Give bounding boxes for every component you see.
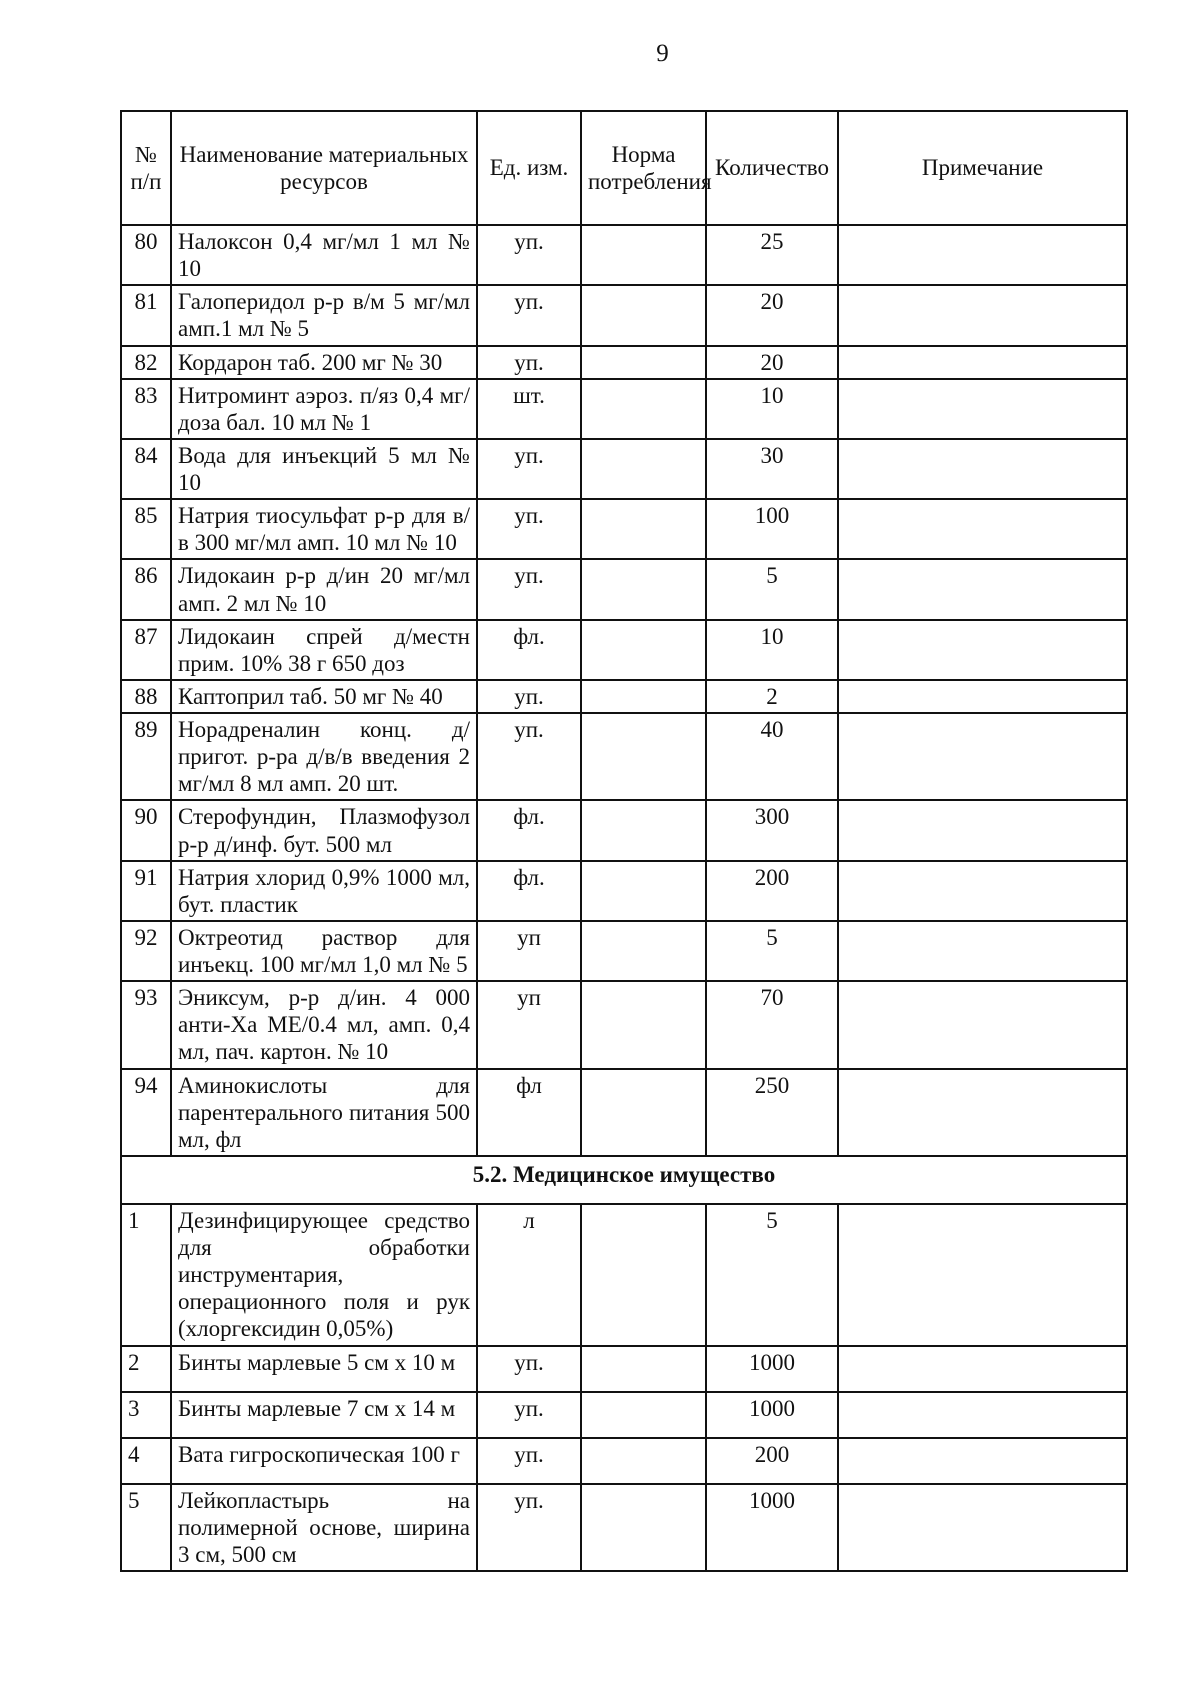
row-name: Эниксум, р-р д/ин. 4 000 анти-Ха МЕ/0.4 мл, амп. 0,4 мл, пач. картон. № 10 xyxy=(171,981,477,1068)
row-norm xyxy=(581,800,706,860)
row-number: 2 xyxy=(121,1346,171,1392)
row-unit: фл. xyxy=(477,861,581,921)
row-norm xyxy=(581,1204,706,1346)
row-norm xyxy=(581,680,706,713)
row-name: Вода для инъекций 5 мл № 10 xyxy=(171,439,477,499)
row-norm xyxy=(581,1346,706,1392)
row-norm xyxy=(581,1069,706,1156)
row-note xyxy=(838,1069,1127,1156)
row-norm xyxy=(581,285,706,345)
row-number: 83 xyxy=(121,379,171,439)
header-name: Наименование материальных ресурсов xyxy=(171,111,477,225)
table-row xyxy=(121,1438,1127,1484)
table-row xyxy=(121,680,1127,713)
row-note xyxy=(838,620,1127,680)
row-unit: уп. xyxy=(477,439,581,499)
row-name: Бинты марлевые 7 см х 14 м xyxy=(171,1392,477,1438)
row-unit: уп. xyxy=(477,559,581,619)
row-norm xyxy=(581,1392,706,1438)
row-name: Натрия тиосульфат р-р для в/в 300 мг/мл амп. 10 мл № 10 xyxy=(171,499,477,559)
row-number: 3 xyxy=(121,1392,171,1438)
row-name: Стерофундин, Плазмофузол р-р д/инф. бут. 500 мл xyxy=(171,800,477,860)
header-qty: Количество xyxy=(706,111,838,225)
row-unit: уп. xyxy=(477,225,581,285)
row-unit: фл xyxy=(477,1069,581,1156)
row-note xyxy=(838,499,1127,559)
row-number: 93 xyxy=(121,981,171,1068)
row-name: Норадреналин конц. д/пригот. р-ра д/в/в введения 2 мг/мл 8 мл амп. 20 шт. xyxy=(171,713,477,800)
row-number: 84 xyxy=(121,439,171,499)
row-number: 89 xyxy=(121,713,171,800)
table-row xyxy=(121,713,1127,800)
row-quantity: 200 xyxy=(706,861,838,921)
row-norm xyxy=(581,921,706,981)
row-unit: уп. xyxy=(477,499,581,559)
row-norm xyxy=(581,1484,706,1571)
row-note xyxy=(838,285,1127,345)
header-unit: Ед. изм. xyxy=(477,111,581,225)
row-quantity: 10 xyxy=(706,620,838,680)
row-unit: шт. xyxy=(477,379,581,439)
table-row xyxy=(121,439,1127,499)
table-row xyxy=(121,1069,1127,1156)
table-row xyxy=(121,620,1127,680)
section-row xyxy=(121,1156,1127,1204)
row-quantity: 1000 xyxy=(706,1392,838,1438)
row-note xyxy=(838,861,1127,921)
table-row xyxy=(121,499,1127,559)
row-unit: л xyxy=(477,1204,581,1346)
row-note xyxy=(838,921,1127,981)
row-note xyxy=(838,1392,1127,1438)
row-name: Галоперидол р-р в/м 5 мг/мл амп.1 мл № 5 xyxy=(171,285,477,345)
row-norm xyxy=(581,559,706,619)
row-quantity: 1000 xyxy=(706,1484,838,1571)
row-name: Дезинфицирующее средство для обработки инструментария, операционного поля и рук (хлоргексидин 0,05%) xyxy=(171,1204,477,1346)
row-quantity: 250 xyxy=(706,1069,838,1156)
row-note xyxy=(838,800,1127,860)
row-norm xyxy=(581,379,706,439)
row-name: Кордарон таб. 200 мг № 30 xyxy=(171,346,477,379)
row-note xyxy=(838,1346,1127,1392)
row-quantity: 5 xyxy=(706,1204,838,1346)
row-quantity: 20 xyxy=(706,285,838,345)
row-number: 82 xyxy=(121,346,171,379)
row-norm xyxy=(581,981,706,1068)
table-row xyxy=(121,559,1127,619)
row-note xyxy=(838,1484,1127,1571)
row-name: Октреотид раствор для инъекц. 100 мг/мл 1,0 мл № 5 xyxy=(171,921,477,981)
row-note xyxy=(838,559,1127,619)
row-unit: уп. xyxy=(477,1346,581,1392)
row-note xyxy=(838,713,1127,800)
row-note xyxy=(838,346,1127,379)
row-name: Вата гигроскопическая 100 г xyxy=(171,1438,477,1484)
row-note xyxy=(838,981,1127,1068)
row-number: 87 xyxy=(121,620,171,680)
row-number: 80 xyxy=(121,225,171,285)
row-name: Каптоприл таб. 50 мг № 40 xyxy=(171,680,477,713)
row-number: 4 xyxy=(121,1438,171,1484)
row-unit: фл. xyxy=(477,620,581,680)
row-unit: уп xyxy=(477,981,581,1068)
row-number: 90 xyxy=(121,800,171,860)
row-number: 91 xyxy=(121,861,171,921)
row-note xyxy=(838,680,1127,713)
row-norm xyxy=(581,499,706,559)
table-row xyxy=(121,1204,1127,1346)
table-row xyxy=(121,800,1127,860)
row-quantity: 5 xyxy=(706,559,838,619)
row-norm xyxy=(581,861,706,921)
row-norm xyxy=(581,439,706,499)
table-row xyxy=(121,379,1127,439)
row-quantity: 300 xyxy=(706,800,838,860)
row-unit: фл. xyxy=(477,800,581,860)
row-norm xyxy=(581,713,706,800)
row-note xyxy=(838,1438,1127,1484)
row-unit: уп. xyxy=(477,1484,581,1571)
row-quantity: 2 xyxy=(706,680,838,713)
row-number: 94 xyxy=(121,1069,171,1156)
row-name: Налоксон 0,4 мг/мл 1 мл № 10 xyxy=(171,225,477,285)
row-number: 92 xyxy=(121,921,171,981)
row-note xyxy=(838,379,1127,439)
row-name: Лейкопластырь на полимерной основе, ширина 3 см, 500 см xyxy=(171,1484,477,1571)
row-note xyxy=(838,225,1127,285)
row-quantity: 25 xyxy=(706,225,838,285)
table-row xyxy=(121,1484,1127,1571)
row-note xyxy=(838,1204,1127,1346)
table-header-row xyxy=(121,111,1127,225)
row-norm xyxy=(581,346,706,379)
row-note xyxy=(838,439,1127,499)
materials-table xyxy=(120,110,1128,1572)
header-note: Примечание xyxy=(838,111,1127,225)
row-quantity: 200 xyxy=(706,1438,838,1484)
property-rows xyxy=(121,1204,1127,1571)
row-unit: уп. xyxy=(477,1438,581,1484)
row-number: 1 xyxy=(121,1204,171,1346)
row-name: Лидокаин спрей д/местн прим. 10% 38 г 650 доз xyxy=(171,620,477,680)
row-name: Бинты марлевые 5 см х 10 м xyxy=(171,1346,477,1392)
medicines-rows xyxy=(121,225,1127,1156)
row-unit: уп. xyxy=(477,713,581,800)
row-unit: уп xyxy=(477,921,581,981)
table-row xyxy=(121,1392,1127,1438)
row-name: Нитроминт аэроз. п/яз 0,4 мг/доза бал. 10 мл № 1 xyxy=(171,379,477,439)
row-norm xyxy=(581,225,706,285)
table-row xyxy=(121,981,1127,1068)
table-row xyxy=(121,861,1127,921)
row-unit: уп. xyxy=(477,285,581,345)
table-row xyxy=(121,346,1127,379)
row-norm xyxy=(581,1438,706,1484)
table-row xyxy=(121,225,1127,285)
header-norm: Норма потребления xyxy=(581,111,706,225)
row-name: Лидокаин р-р д/ин 20 мг/мл амп. 2 мл № 10 xyxy=(171,559,477,619)
row-unit: уп. xyxy=(477,1392,581,1438)
row-number: 81 xyxy=(121,285,171,345)
row-quantity: 70 xyxy=(706,981,838,1068)
row-quantity: 20 xyxy=(706,346,838,379)
row-quantity: 5 xyxy=(706,921,838,981)
row-number: 5 xyxy=(121,1484,171,1571)
row-number: 86 xyxy=(121,559,171,619)
section-block xyxy=(121,1156,1127,1204)
row-unit: уп. xyxy=(477,346,581,379)
row-quantity: 30 xyxy=(706,439,838,499)
row-norm xyxy=(581,620,706,680)
row-quantity: 40 xyxy=(706,713,838,800)
row-quantity: 10 xyxy=(706,379,838,439)
table-row xyxy=(121,285,1127,345)
row-unit: уп. xyxy=(477,680,581,713)
row-quantity: 100 xyxy=(706,499,838,559)
section-title: 5.2. Медицинское имущество xyxy=(121,1156,1127,1204)
table-row xyxy=(121,1346,1127,1392)
header-num: № п/п xyxy=(121,111,171,225)
table-row xyxy=(121,921,1127,981)
row-name: Натрия хлорид 0,9% 1000 мл, бут. пластик xyxy=(171,861,477,921)
row-name: Аминокислоты для парентерального питания 500 мл, фл xyxy=(171,1069,477,1156)
row-quantity: 1000 xyxy=(706,1346,838,1392)
row-number: 85 xyxy=(121,499,171,559)
row-number: 88 xyxy=(121,680,171,713)
page-number: 9 xyxy=(656,40,669,67)
